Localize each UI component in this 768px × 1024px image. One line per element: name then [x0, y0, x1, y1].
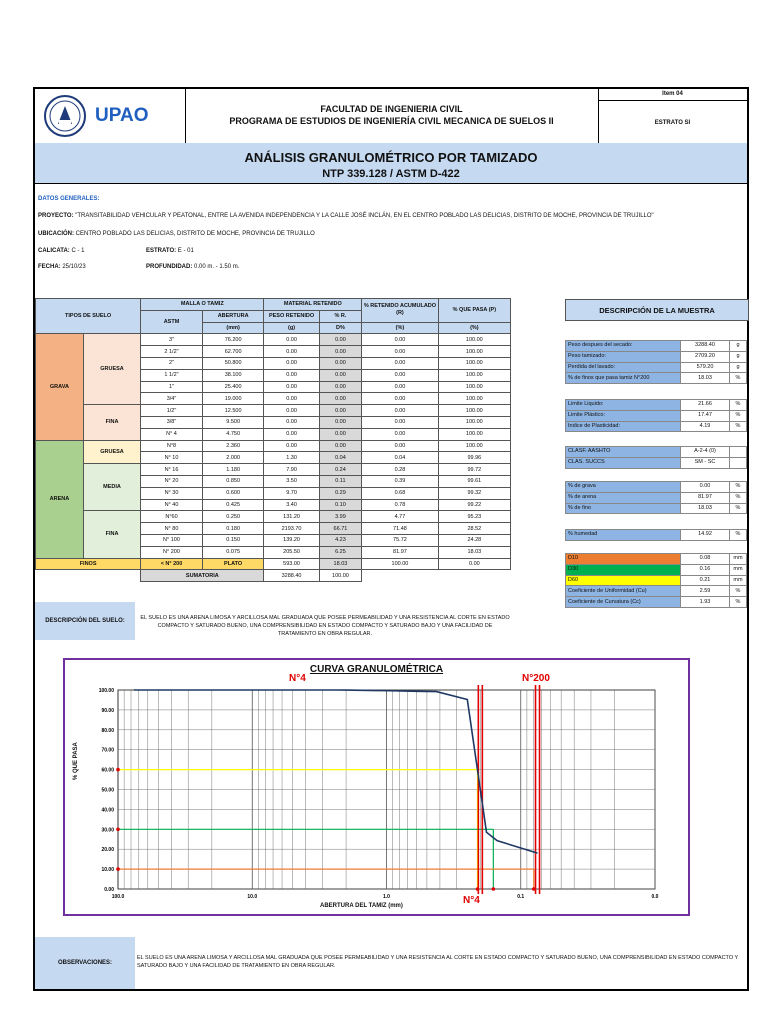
table-cell: 81.97 [362, 546, 439, 558]
proyecto-label: PROYECTO: [38, 213, 74, 219]
table-cell: 0.00 [319, 369, 362, 381]
desc-value: A-2-4 (0) [681, 447, 730, 458]
table-cell: 100.00 [438, 357, 510, 369]
table-cell: 12.500 [202, 405, 264, 417]
calicata-label: CALICATA: [38, 248, 70, 254]
table-cell: 0.10 [319, 499, 362, 511]
unit-g: (g) [264, 322, 319, 334]
table-cell: N°8 [141, 440, 203, 452]
desc-value: SM - SC [681, 457, 730, 468]
desc-value: 1.93 [681, 597, 730, 608]
table-cell: N° 200 [141, 546, 203, 558]
desc-unit: g [730, 351, 747, 362]
table-cell: N° 16 [141, 464, 203, 476]
table-cell: 7.90 [264, 464, 319, 476]
unit-pct-acum: (%) [362, 322, 439, 334]
estrato-label: ESTRATO: [146, 248, 177, 254]
desc-value: 2.59 [681, 586, 730, 597]
table-cell: 0.075 [202, 546, 264, 558]
unit-mm: (mm) [202, 322, 264, 334]
table-cell: 2.360 [202, 440, 264, 452]
group-grava: GRAVA [36, 334, 84, 440]
table-cell: 100.00 [438, 346, 510, 358]
table-cell: 99.96 [438, 452, 510, 464]
table-cell: N° 40 [141, 499, 203, 511]
reference-point [492, 887, 496, 891]
table-cell: N°60 [141, 511, 203, 523]
table-cell: 99.32 [438, 487, 510, 499]
page-subtitle: NTP 339.128 / ASTM D-422 [322, 168, 460, 180]
table-cell: 3.99 [319, 511, 362, 523]
sample-description-title: DESCRIPCIÓN DE LA MUESTRA [565, 299, 749, 321]
table-cell: 100.00 [438, 334, 510, 346]
col-peso: PESO RETENIDO [264, 310, 319, 322]
desc-unit: % [730, 503, 747, 514]
fecha-value: 25/10/23 [62, 264, 86, 270]
table-cell: 62.700 [202, 346, 264, 358]
desc-unit: % [730, 410, 747, 421]
desc-key: Perdida del lavado: [566, 362, 681, 373]
table-cell: 0.00 [362, 369, 439, 381]
proyecto-value: "TRANSITABILIDAD VEHICULAR Y PEATONAL, ENTRE LA AVENIDA INDEPENDENCIA Y LA CALLE JOSÉ INCLÁN, EN EL CENTRO POBLADO LAS DELICIAS, DISTRITO DE MOCHE, PROVINCIA DE TRUJILLO" [75, 213, 654, 219]
table-cell: 0.00 [319, 381, 362, 393]
table-cell: 28.52 [438, 523, 510, 535]
table-cell: 0.04 [362, 452, 439, 464]
desc-unit: % [730, 530, 747, 541]
table-cell: 3/8" [141, 416, 203, 428]
desc-unit: % [730, 421, 747, 432]
table-cell: 0.00 [319, 428, 362, 440]
table-cell: 205.50 [264, 546, 319, 558]
table-cell: N° 80 [141, 523, 203, 535]
desc-value: 18.03 [681, 373, 730, 384]
table-cell: 0.00 [362, 440, 439, 452]
reference-point [116, 768, 120, 772]
desc-key: D30 [566, 564, 681, 575]
desc-key: Peso tamizado: [566, 351, 681, 362]
observations-text: EL SUELO ES UNA ARENA LIMOSA Y ARCILLOSA MAL GRADUADA QUE POSEE PERMEABILIDAD Y UNA RESISTENCIA AL CORTE EN ESTADO COMPACTO Y SATURADO BUENO, UNA COMPRENSIBILIDAD EN ESTADO COMPACTO Y SATURADO BAJO Y UNA FACILIDAD DE TRATAMIENTO EN OBRA REGULAR. [137, 955, 739, 969]
desc-key: % de finos que pasa tamiz N°200 [566, 373, 681, 384]
sum-label: SUMATORIA [141, 570, 264, 582]
table-cell: 4.77 [362, 511, 439, 523]
table-cell: 99.22 [438, 499, 510, 511]
table-cell: 0.00 [362, 393, 439, 405]
table-cell: 0.68 [362, 487, 439, 499]
table-cell: N° 10 [141, 452, 203, 464]
y-tick-label: 40.00 [101, 807, 114, 814]
subgroup-grava-gruesa: GRUESA [83, 334, 140, 405]
table-cell: 100.00 [438, 405, 510, 417]
table-cell: 4.23 [319, 534, 362, 546]
table-cell: 0.00 [362, 428, 439, 440]
y-tick-label: 30.00 [101, 827, 114, 834]
table-cell: 2.000 [202, 452, 264, 464]
desc-key: Peso despues del secado: [566, 341, 681, 352]
desc-unit: % [730, 482, 747, 493]
desc-value: 0.08 [681, 554, 730, 565]
table-cell: 25.400 [202, 381, 264, 393]
table-cell: 0.150 [202, 534, 264, 546]
table-cell: 1.180 [202, 464, 264, 476]
table-cell: 95.23 [438, 511, 510, 523]
col-astm: ASTM [141, 310, 203, 334]
table-cell: 2 1/2" [141, 346, 203, 358]
desc-value: 0.21 [681, 575, 730, 586]
table-cell: 0.00 [319, 416, 362, 428]
desc-unit: % [730, 492, 747, 503]
table-cell: 0.00 [362, 357, 439, 369]
col-pr: % R. [319, 310, 362, 322]
table-cell: 0.39 [362, 475, 439, 487]
table-cell: 100.00 [438, 428, 510, 440]
chart-title: CURVA GRANULOMÉTRICA [309, 664, 444, 675]
page-title: ANÁLISIS GRANULOMÉTRICO POR TAMIZADO [244, 150, 538, 165]
table-cell: 100.00 [438, 416, 510, 428]
reference-point [116, 867, 120, 871]
table-cell: 100.00 [438, 381, 510, 393]
calicata-value: C - 1 [71, 248, 85, 254]
table-cell: 0.00 [362, 381, 439, 393]
ubicacion-value: CENTRO POBLADO LAS DELICIAS, DISTRITO DE MOCHE, PROVINCIA DE TRUJILLO [75, 231, 315, 237]
y-tick-label: 100.00 [98, 688, 114, 694]
table-cell: 0.00 [264, 346, 319, 358]
observations-label: OBSERVACIONES: [35, 937, 135, 989]
logo-text: UPAO [95, 105, 149, 126]
table-cell: 0.00 [438, 558, 510, 570]
desc-value: 17.47 [681, 410, 730, 421]
table-cell: 0.29 [319, 487, 362, 499]
desc-value: 579.20 [681, 362, 730, 373]
desc-key: CLAS. SUCCS [566, 457, 681, 468]
table-cell: 1" [141, 381, 203, 393]
soil-description-label: DESCRIPCIÓN DEL SUELO: [35, 602, 135, 640]
table-cell: 0.11 [319, 475, 362, 487]
table-cell: 0.00 [264, 381, 319, 393]
table-cell: 0.00 [319, 346, 362, 358]
desc-key: Coeficiente de Curvatura (Cc) [566, 597, 681, 608]
profundidad-label: PROFUNDIDAD: [146, 264, 193, 270]
unit-pct-pasa: (%) [438, 322, 510, 334]
table-cell: 0.00 [264, 369, 319, 381]
table-cell: 0.00 [319, 440, 362, 452]
table-cell: 0.00 [362, 346, 439, 358]
col-tipos: TIPOS DE SUELO [36, 299, 141, 334]
desc-key: CLASF. AASHTO [566, 447, 681, 458]
desc-key: Limite Liquido: [566, 400, 681, 411]
col-material: MATERIAL RETENIDO [264, 299, 362, 311]
table-cell: 66.71 [319, 523, 362, 535]
table-cell: 2" [141, 357, 203, 369]
table-cell: 0.600 [202, 487, 264, 499]
y-tick-label: 60.00 [101, 767, 114, 774]
estrato-tag: ESTRATO SI [654, 120, 691, 126]
table-cell: 0.00 [362, 334, 439, 346]
col-pasa: % QUE PASA (P) [438, 299, 510, 323]
table-cell: 4.750 [202, 428, 264, 440]
table-cell: 0.28 [362, 464, 439, 476]
table-cell: 76.200 [202, 334, 264, 346]
table-cell: 38.100 [202, 369, 264, 381]
marker-n200-label: N°200 [522, 673, 550, 684]
table-cell: 0.00 [264, 357, 319, 369]
table-cell: 9.500 [202, 416, 264, 428]
x-tick-label: 100.0 [111, 894, 125, 900]
table-cell: 18.03 [319, 558, 362, 570]
col-acum: % RETENIDO ACUMULADO (R) [362, 299, 439, 323]
ubicacion-label: UBICACIÓN: [38, 231, 74, 237]
y-tick-label: 50.00 [101, 787, 114, 794]
table-cell: 0.425 [202, 499, 264, 511]
subgroup-grava-fina: FINA [83, 405, 140, 440]
table-cell: 1/2" [141, 405, 203, 417]
desc-unit: g [730, 341, 747, 352]
table-cell: 3.40 [264, 499, 319, 511]
desc-key: % humedad [566, 530, 681, 541]
desc-unit: mm [730, 564, 747, 575]
desc-key: Coeficiente de Uniformidad (Cu) [566, 586, 681, 597]
table-cell: 71.48 [362, 523, 439, 535]
table-cell: 100.00 [362, 558, 439, 570]
program-name: PROGRAMA DE ESTUDIOS DE INGENIERÍA CIVIL MECANICA DE SUELOS II [229, 116, 554, 126]
table-cell: 0.00 [319, 405, 362, 417]
table-cell: 18.03 [438, 546, 510, 558]
group-arena: ARENA [36, 440, 84, 558]
table-cell: 1 1/2" [141, 369, 203, 381]
table-cell: 0.850 [202, 475, 264, 487]
desc-unit: mm [730, 554, 747, 565]
table-cell: 139.20 [264, 534, 319, 546]
table-cell: 0.00 [362, 405, 439, 417]
x-tick-label: 1.0 [383, 894, 390, 900]
desc-value: 18.03 [681, 503, 730, 514]
desc-key: % de grava [566, 482, 681, 493]
table-cell: 100.00 [438, 393, 510, 405]
table-cell: 0.00 [362, 416, 439, 428]
desc-unit: % [730, 400, 747, 411]
table-cell: 0.250 [202, 511, 264, 523]
table-cell: 24.28 [438, 534, 510, 546]
table-cell: 0.00 [264, 405, 319, 417]
table-cell: 99.72 [438, 464, 510, 476]
table-cell: 3" [141, 334, 203, 346]
table-cell: N° 100 [141, 534, 203, 546]
desc-key: Limite Plástico: [566, 410, 681, 421]
desc-key: Indice de Plasticidad: [566, 421, 681, 432]
desc-unit: % [730, 586, 747, 597]
subgroup-arena-media: MEDIA [83, 464, 140, 511]
profundidad-value: 0.00 m. - 1.50 m. [194, 264, 240, 270]
table-cell: 3.50 [264, 475, 319, 487]
group-finos: FINOS [36, 558, 141, 570]
item-number: Item 04 [598, 89, 747, 101]
desc-unit: g [730, 362, 747, 373]
x-tick-label: 0.1 [517, 894, 525, 900]
y-tick-label: 0.00 [104, 887, 114, 893]
table-cell: 100.00 [438, 440, 510, 452]
table-cell: 0.00 [264, 416, 319, 428]
table-cell: N° 20 [141, 475, 203, 487]
subgroup-arena-gruesa: GRUESA [83, 440, 140, 464]
marker-n4-bottom-label: N°4 [463, 895, 480, 906]
x-tick-label: 10.0 [247, 894, 258, 900]
table-cell: 0.00 [264, 393, 319, 405]
table-cell: 0.00 [319, 393, 362, 405]
table-cell: 0.00 [264, 440, 319, 452]
table-cell: 0.00 [319, 334, 362, 346]
col-abertura: ABERTURA [202, 310, 264, 322]
desc-key: % de fino [566, 503, 681, 514]
table-cell: 9.70 [264, 487, 319, 499]
desc-value: 0.16 [681, 564, 730, 575]
table-cell: < N° 200 [141, 558, 203, 570]
table-cell: 6.25 [319, 546, 362, 558]
x-tick-label: 0.0 [651, 894, 659, 900]
table-cell: 100.00 [438, 369, 510, 381]
table-cell: 50.800 [202, 357, 264, 369]
faculty-name: FACULTAD DE INGENIERIA CIVIL [320, 104, 463, 114]
table-cell: 0.00 [264, 334, 319, 346]
x-axis-label: ABERTURA DEL TAMIZ (mm) [320, 903, 403, 909]
desc-value: 4.19 [681, 421, 730, 432]
sum-pct: 100.00 [319, 570, 362, 582]
desc-value: 3288.40 [681, 341, 730, 352]
table-cell: 0.24 [319, 464, 362, 476]
desc-value: 0.00 [681, 482, 730, 493]
y-tick-label: 70.00 [101, 747, 114, 754]
desc-key: D10 [566, 554, 681, 565]
table-cell: N° 30 [141, 487, 203, 499]
col-malla: MALLA O TAMIZ [141, 299, 264, 311]
table-cell: 0.180 [202, 523, 264, 535]
y-tick-label: 10.00 [101, 867, 114, 874]
table-cell: PLATO [202, 558, 264, 570]
reference-point [116, 828, 120, 832]
table-cell: 19.000 [202, 393, 264, 405]
desc-value: 14.92 [681, 530, 730, 541]
desc-unit: % [730, 597, 747, 608]
desc-key: % de arena [566, 492, 681, 503]
table-cell: 75.72 [362, 534, 439, 546]
table-cell: N° 4 [141, 428, 203, 440]
estrato-value: E - 01 [177, 248, 194, 254]
unit-d: D% [319, 322, 362, 334]
soil-description-text: EL SUELO ES UNA ARENA LIMOSA Y ARCILLOSA MAL GRADUADA QUE POSEE PERMEABILIDAD Y UNA RESISTENCIA AL CORTE EN ESTADO COMPACTO Y SATURADO BUENO, UNA COMPRENSIBILIDAD EN ESTADO COMPACTO Y SATURADO BAJO Y UNA FACILIDAD DE TRATAMIENTO EN OBRA REGULAR. [140, 615, 510, 637]
y-tick-label: 80.00 [101, 727, 114, 734]
desc-unit: mm [730, 575, 747, 586]
table-cell: 593.00 [264, 558, 319, 570]
table-cell: 131.20 [264, 511, 319, 523]
desc-value: 81.97 [681, 492, 730, 503]
sum-peso: 3288.40 [264, 570, 319, 582]
y-tick-label: 20.00 [101, 847, 114, 854]
table-cell: 0.00 [319, 357, 362, 369]
table-cell: 0.04 [319, 452, 362, 464]
table-cell: 2193.70 [264, 523, 319, 535]
y-axis-label: % QUE PASA [73, 742, 79, 780]
section-general: DATOS GENERALES: [38, 196, 100, 202]
table-cell: 3/4" [141, 393, 203, 405]
table-cell: 0.00 [264, 428, 319, 440]
table-cell: 99.61 [438, 475, 510, 487]
desc-value: 2709.20 [681, 351, 730, 362]
desc-unit: % [730, 373, 747, 384]
y-tick-label: 90.00 [101, 707, 114, 714]
fecha-label: FECHA: [38, 264, 61, 270]
marker-n4-label: N°4 [289, 673, 306, 684]
observations-section [35, 937, 747, 989]
desc-value: 21.66 [681, 400, 730, 411]
subgroup-arena-fina: FINA [83, 511, 140, 558]
table-cell: 0.78 [362, 499, 439, 511]
table-cell: 1.30 [264, 452, 319, 464]
desc-key: D60 [566, 575, 681, 586]
